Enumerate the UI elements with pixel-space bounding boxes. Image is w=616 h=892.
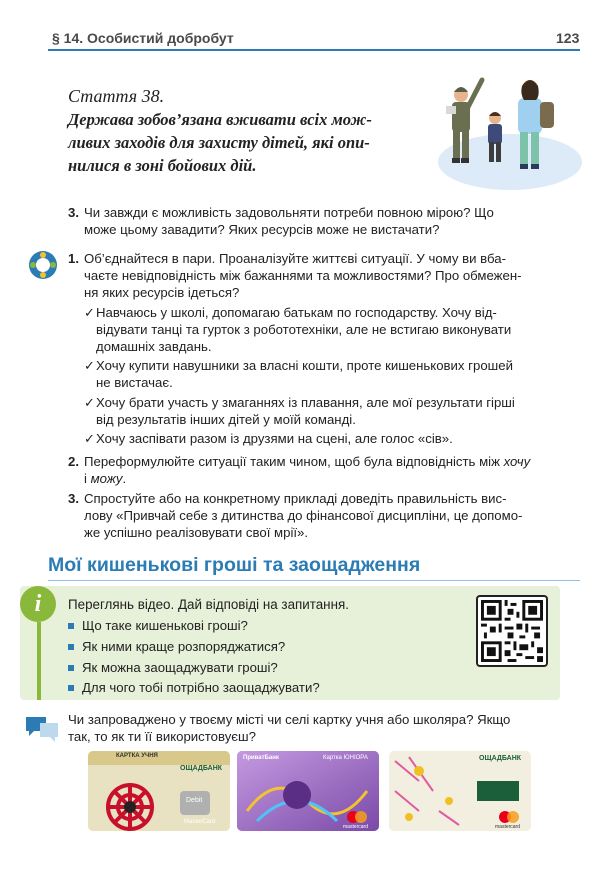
task-number: 3.	[68, 491, 79, 506]
situation-line: від результатів інших дітей у моїй команді.	[96, 412, 356, 427]
task-3-block	[68, 490, 560, 541]
bullet-text: Як можна заощаджувати гроші?	[82, 660, 278, 675]
card-bank: ОЩАДБАНК	[180, 765, 223, 772]
article-text	[68, 108, 438, 177]
article-line: нилися в зоні бойових дій.	[68, 156, 257, 175]
bullet-icon	[68, 685, 74, 691]
check-mark-icon: ✓	[84, 305, 96, 320]
situation-line: не вистачає.	[96, 375, 173, 390]
discussion-icon	[24, 715, 60, 743]
question-line: Чи завжди є можливість задовольняти потреби повною мірою? Що	[84, 205, 494, 220]
situation-item	[84, 357, 564, 391]
student-card-oschadbank-2	[389, 751, 531, 831]
header-divider	[48, 49, 580, 51]
question-line: може цьому завадити? Яких ресурсів може не вистачати?	[84, 222, 440, 237]
card-bank: Картка ЮНІОРА	[323, 755, 368, 761]
situation-line: Навчаюсь у школі, допомагаю батькам по господарству. Хочу від-	[96, 305, 497, 320]
card-brand: mastercard	[495, 824, 521, 830]
video-intro: Переглянь відео. Дай відповіді на запитання.	[68, 597, 349, 612]
situation-line: Хочу заспівати разом із друзями на сцені, але голос «сів».	[96, 431, 453, 446]
article-line: Держава зобов’язана вживати всіх мож-	[68, 110, 372, 129]
task-word-want: хочу	[503, 454, 531, 469]
discussion-line: так, то як ти її використовуєш?	[68, 729, 256, 744]
task-line: чаєте невідповідність між бажаннями та можливостями? Про обмежен-	[84, 268, 522, 283]
check-mark-icon: ✓	[84, 431, 96, 446]
task-line: же успішно реалізовувати свої мрії».	[84, 525, 309, 540]
video-question	[68, 617, 248, 634]
bullet-text: Для чого тобі потрібно заощаджувати?	[82, 680, 320, 695]
info-icon: i	[20, 586, 56, 622]
article-heading: Стаття 38.	[68, 86, 165, 106]
bullet-icon	[68, 623, 74, 629]
section-title: Мої кишенькові гроші та заощадження	[48, 554, 421, 576]
task-number: 1.	[68, 251, 79, 266]
situation-line: домашніх завдань.	[96, 339, 212, 354]
task-line: Спростуйте або на конкретному прикладі доведіть правильність вис-	[84, 491, 507, 506]
discussion-question	[68, 711, 568, 745]
card-label: ПриватБанк	[243, 755, 279, 761]
task-2-block	[68, 453, 560, 487]
video-question	[68, 679, 320, 696]
section-divider	[48, 580, 580, 581]
check-mark-icon: ✓	[84, 395, 96, 410]
situation-line: Хочу брати участь у змаганнях із плавання, але мої результати гірші	[96, 395, 515, 410]
task-punct: .	[122, 471, 127, 486]
card-label: КАРТКА УЧНЯ	[116, 753, 158, 759]
task-number: 2.	[68, 454, 79, 469]
situation-item	[84, 304, 564, 355]
student-card-privatbank	[237, 751, 379, 831]
question-number: 3.	[68, 205, 79, 220]
task-line: лову «Привчай себе з дитинства до фінансової дисципліни, це допомо-	[84, 508, 523, 523]
bullet-text: Що таке кишенькові гроші?	[82, 618, 248, 633]
info-line	[37, 622, 41, 700]
card-sub: Debit	[186, 797, 203, 804]
article-line: ливих заходів для захисту дітей, які опи-	[68, 133, 370, 152]
situation-line: Хочу купити навушники за власні кошти, проте кишенькових грошей	[96, 358, 513, 373]
check-mark-icon: ✓	[84, 358, 96, 373]
card-art	[237, 751, 379, 831]
video-question	[68, 638, 285, 655]
task-line: Переформулюйте ситуації таким чином, щоб була відповідність між	[84, 454, 500, 469]
soldier-children-illustration	[432, 62, 582, 192]
situation-item	[84, 430, 564, 447]
video-question	[68, 659, 278, 676]
card-art	[389, 751, 531, 831]
section-header-title: § 14. Особистий добробут	[52, 30, 234, 46]
bullet-icon	[68, 644, 74, 650]
card-brand: mastercard	[343, 824, 369, 830]
situation-item	[84, 394, 564, 428]
bullet-icon	[68, 665, 74, 671]
task-line: Об’єднайтеся в пари. Проаналізуйте життєві ситуації. У чому ви вба-	[84, 251, 507, 266]
task-1-block	[68, 250, 560, 301]
qr-code-icon[interactable]	[476, 595, 548, 667]
pair-work-icon	[28, 250, 58, 280]
task-word-can: можу	[90, 471, 123, 486]
task-line: і	[84, 471, 87, 486]
task-line: ня яких ресурсів ідеться?	[84, 285, 240, 300]
card-brand: MasterCard	[184, 819, 216, 825]
card-label: ОЩАДБАНК	[479, 755, 522, 762]
page-number: 123	[556, 30, 580, 46]
bullet-text: Як ними краще розпоряджатися?	[82, 639, 286, 654]
student-card-oschadbank	[88, 751, 230, 831]
question-3-block	[68, 204, 560, 238]
situation-line: відувати танці та гурток з робототехніки, але не встигаю виконувати	[96, 322, 512, 337]
discussion-line: Чи запроваджено у твоєму місті чи селі картку учня або школяра? Якщо	[68, 712, 511, 727]
